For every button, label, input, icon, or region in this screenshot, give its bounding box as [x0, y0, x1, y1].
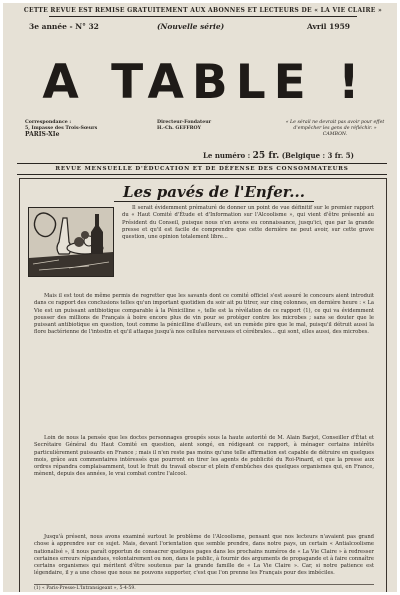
article-box [19, 178, 387, 592]
article-paragraph-2: Mais il est tout de même permis de regretter que les savants dont ce comité officiel s'est assuré le concours aient introduit dans ce rapport des conclusions telles qu'un important quotidien du soir ait pu titrer, sur cinq colonnes, en dernière heure : « La Vie est un puissant antibiotique comparable à la Pénicilline », telle est la révélation de ce rapport (1), ce qui va évidemment pousser des millions de Français à boire encore plus de vin pour se protéger contre les microbes ; sans se douter que le puissant antibiotique en question, tout comme la pénicilline d'ailleurs, est un remède pire que le mal, puisqu'il détruit aussi la flore bactérienne de l'intestin et qu'il attaque jusqu'à nos cellules nerveuses et cérébrales... qui sont, elles aussi, des microbes. [34, 293, 374, 336]
epigraph: « Le sérail ne devrait pas avoir pour effet d'empêcher les gens de réfléchir. » CAMBON. [285, 120, 385, 137]
magazine-page [3, 3, 397, 592]
article-paragraph-1: Il serait évidemment prématuré de donner un point de vue définitif sur le premier rapport du « Haut Comité d'Étude et d'Information sur l'Alcoolisme », qui vient d'être présenté au Président du Conseil, puisque nous n'en avons eu connaissance, jusqu'ici, que par la grande presse et qu'il est facile de comprendre que cette dernière ne peut avoir, sur cette grave question, une opinion totalement libre... [122, 205, 374, 241]
correspondence-label: Correspondance : [25, 120, 72, 125]
issue-number: 3e année - N° 32 [29, 22, 99, 31]
director-block [157, 120, 243, 132]
director-label: Directeur-Fondateur [157, 120, 212, 125]
director-name: H.-Ch. GEFFROY [157, 126, 201, 131]
price-label: Le numéro : [203, 151, 251, 160]
correspondence-city: PARIS-XIe [25, 131, 60, 138]
article-paragraph-4: Jusqu'à présent, nous avons examiné surtout le problème de l'Alcoolisme, pensant que nos lecteurs n'avaient pas grand chose à apprendre sur ce sujet. Mais, devant l'orientation que semble prendre, dans notre pays, un certain « Antialcoolisme nationalisé », il nous paraît opportun de consacrer quelques pages dans les prochains numéros de « La Vie Claire » à redresser certaines erreurs répandues, volontairement ou non, dans le public, à fournir des arguments de propagande et à faire connaître certains organismes qui méritent d'être soutenus par la grande famille de « La Vie Claire ». Car, si notre patience est légendaire, il y a une chose que nous ne pouvons supporter, c'est que l'on prenne les Français pour des imbéciles. [34, 534, 374, 577]
series-label: (Nouvelle série) [157, 22, 225, 31]
title-underline [114, 201, 314, 202]
still-life-drawing [29, 208, 113, 276]
article-footnote: (1) « Paris-Presse-L'Intransigeant », 5-4-59. [34, 584, 374, 591]
top-rule [49, 16, 357, 17]
article-title-text: Les pavés de l'Enfer... [123, 183, 305, 201]
correspondence-address: 5, Impasse des Trois-Sœurs [25, 126, 98, 131]
masthead-top-line [23, 7, 383, 17]
issue-date: Avril 1959 [307, 22, 351, 31]
distribution-note: CETTE REVUE EST REMISE GRATUITEMENT AUX ABONNES ET LECTEURS DE « LA VIE CLAIRE » [23, 7, 383, 14]
price-line [203, 151, 383, 161]
correspondence-block [25, 120, 125, 138]
price-belgium: (Belgique : 3 fr. 5) [281, 151, 354, 160]
price-value: 25 fr. [252, 151, 280, 161]
magazine-subtitle: REVUE MENSUELLE D'ÉDUCATION ET DE DÉFENSE DES CONSOMMATEURS [17, 163, 387, 175]
article-title [104, 183, 324, 202]
still-life-illustration [28, 207, 114, 277]
magazine-title: A TABLE ! [42, 55, 368, 110]
issue-line [29, 22, 375, 33]
article-paragraph-3: Loin de nous la pensée que les doctes personnages groupés sous la haute autorité de M. Alain Barjot, Conseiller d'État et Secrétaire Général du Haut Comité en question, aient songé, en rédigeant ce rapport, à ménager certains intérêts particulièrement puissants en France ; mais il n'en reste pas moins qu'une telle affirmation est capable de détruire en quelques mois, grâce aux commentaires intéressés que pourront en tirer les agents de publicité du Roi-Pinard, et que la presse aux ordres répandra complaisamment, tout le fruit du travail obscur et plein d'embûches des quelques organismes qui, en France, mènent, depuis des années, le vrai combat contre l'alcool. [34, 435, 374, 478]
